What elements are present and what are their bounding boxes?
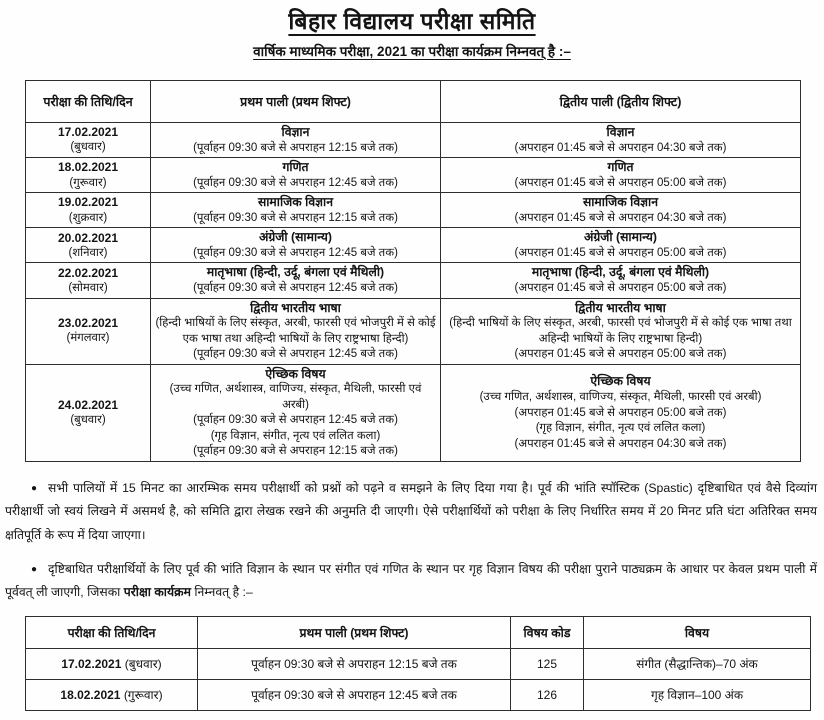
exam-time: (पूर्वाहन 09:30 बजे से अपराहन 12:45 बजे तक) — [193, 176, 398, 189]
date-cell — [26, 193, 151, 228]
col-header-subject-code: विषय कोड — [511, 616, 584, 648]
subject-note: (हिन्दी भाषियों के लिए संस्कृत, अरबी, फारसी एवं भोजपुरी में से कोई एक भाषा तथा अहिन्दी भाषियों के लिए राष्ट्रभाषा हिन्दी) — [449, 317, 792, 345]
blind-candidates-note — [5, 558, 817, 605]
exam-time: (पूर्वाहन 09:30 बजे से अपराहन 12:15 बजे तक) — [193, 211, 398, 224]
exam-date: 22.02.2021 — [57, 265, 119, 280]
exam-date: 18.02.2021 — [60, 688, 121, 703]
schedule-header-row — [26, 81, 801, 123]
exam-schedule-table — [25, 80, 801, 462]
table-row — [26, 193, 801, 228]
exam-time: (अपराहन 01:45 बजे से अपराहन 05:00 बजे तक) — [514, 348, 727, 361]
subject-name: ऐच्छिक विषय — [265, 366, 326, 381]
subject-name: ऐच्छिक विषय — [590, 374, 651, 389]
subject-code-cell: 126 — [511, 679, 584, 710]
exam-day: (गुरूवार) — [69, 176, 107, 189]
exam-time: (अपराहन 01:45 बजे से अपराहन 04:30 बजे तक) — [514, 211, 727, 224]
exam-day: (बुधवार) — [70, 414, 106, 427]
date-cell — [26, 648, 198, 679]
shift1-cell — [151, 158, 441, 193]
exam-day: (बुधवार) — [70, 141, 106, 154]
note-bold-phrase: परीक्षा कार्यक्रम — [123, 585, 191, 600]
date-cell — [26, 679, 198, 710]
shift1-cell — [151, 364, 441, 461]
shift1-cell — [151, 193, 441, 228]
exam-date: 20.02.2021 — [57, 230, 119, 245]
exam-time: (अपराहन 01:45 बजे से अपराहन 04:30 बजे तक) — [514, 437, 727, 450]
col-header-date: परीक्षा की तिथि/दिन — [26, 81, 151, 123]
exam-time: (पूर्वाहन 09:30 बजे से अपराहन 12:45 बजे तक) — [193, 282, 398, 295]
exam-time: (अपराहन 01:45 बजे से अपराहन 04:30 बजे तक) — [514, 141, 727, 154]
date-cell — [26, 263, 151, 298]
table-row — [26, 158, 801, 193]
shift2-cell — [441, 123, 801, 158]
exam-time: (अपराहन 01:45 बजे से अपराहन 05:00 बजे तक) — [514, 282, 727, 295]
date-cell — [26, 298, 151, 364]
shift2-cell — [441, 364, 801, 461]
shift1-cell — [151, 123, 441, 158]
exam-day: (सोमवार) — [68, 281, 108, 294]
table-row — [26, 228, 801, 263]
subject-note: (उच्च गणित, अर्थशास्त्र, वाणिज्य, संस्कृत, मैथिली, फारसी एवं अरबी) — [479, 391, 762, 404]
table-row — [26, 364, 801, 461]
exam-date: 17.02.2021 — [61, 657, 122, 672]
exam-time: (अपराहन 01:45 बजे से अपराहन 05:00 बजे तक) — [514, 246, 727, 259]
exam-time: (पूर्वाहन 09:30 बजे से अपराहन 12:15 बजे तक) — [193, 141, 398, 154]
shift2-cell — [441, 228, 801, 263]
subject-name: विज्ञान — [281, 125, 310, 139]
blind-note-text-before: दृष्टिबाधित परीक्षार्थियों के लिए पूर्व की भांति विज्ञान के स्थान पर संगीत एवं गणित के स्थान पर गृह विज्ञान विषय की परीक्षा पुराने पाठ्यक्रम के आधार पर केवल प्रथम पाली में पूर्ववत् ली जाएगी, जिसका — [5, 561, 817, 600]
date-cell — [26, 123, 151, 158]
date-cell — [26, 158, 151, 193]
exam-date: 19.02.2021 — [57, 195, 119, 210]
date-cell — [26, 364, 151, 461]
exam-time: (पूर्वाहन 09:30 बजे से अपराहन 12:45 बजे तक) — [193, 348, 398, 361]
subject-name: सामाजिक विज्ञान — [582, 195, 659, 210]
bullet-icon: ● — [31, 482, 38, 494]
bullet-icon: ● — [31, 563, 38, 575]
page-title: बिहार विद्यालय परीक्षा समिति — [288, 8, 536, 34]
shift2-cell — [441, 298, 801, 364]
subject-note: (हिन्दी भाषियों के लिए संस्कृत, अरबी, फारसी एवं भोजपुरी में से कोई एक भाषा तथा अहिन्दी भाषियों के लिए राष्ट्रभाषा हिन्दी) — [155, 317, 436, 345]
exam-date: 18.02.2021 — [57, 160, 119, 175]
subject-name: द्वितीय भारतीय भाषा — [575, 300, 666, 315]
exam-time: (पूर्वाहन 09:30 बजे से अपराहन 12:45 बजे तक) — [193, 246, 398, 259]
subject-note: (गृह विज्ञान, संगीत, नृत्य एवं ललित कला) — [535, 422, 706, 435]
subject-name: द्वितीय भारतीय भाषा — [250, 300, 341, 315]
exam-day: (शनिवार) — [68, 246, 108, 259]
table-row — [26, 263, 801, 298]
col-header-subject: विषय — [584, 616, 811, 648]
blind-header-row — [26, 616, 811, 648]
subject-code-cell: 125 — [511, 648, 584, 679]
blind-schedule-table — [25, 616, 811, 711]
col-header-shift2: द्वितीय पाली (द्वितीय शिफ्ट) — [441, 81, 801, 123]
subject-name: मातृभाषा (हिन्दी, उर्दू, बंगला एवं मैथिली) — [531, 265, 710, 280]
subject-note: (गृह विज्ञान, संगीत, नृत्य एवं ललित कला) — [210, 429, 381, 442]
col-header-shift1: प्रथम पाली (प्रथम शिफ्ट) — [198, 616, 511, 648]
notes-section — [5, 477, 817, 605]
subject-name: विज्ञान — [606, 125, 635, 139]
col-header-shift1: प्रथम पाली (प्रथम शिफ्ट) — [151, 81, 441, 123]
subject-cell: गृह विज्ञान–100 अंक — [584, 679, 811, 710]
subject-name: सामाजिक विज्ञान — [257, 195, 334, 210]
page-subtitle: वार्षिक माध्यमिक परीक्षा, 2021 का परीक्षा कार्यक्रम निम्नवत् है :– — [253, 44, 571, 59]
exam-day: (मंगलवार) — [66, 332, 110, 345]
shift2-cell — [441, 263, 801, 298]
exam-day: (बुधवार) — [124, 657, 162, 672]
general-note-text: सभी पालियों में 15 मिनट का आरम्भिक समय परीक्षार्थी को प्रश्नों को पढ़ने व समझने के लिए दिया गया है। पूर्व की भांति स्पॉस्टिक (Spastic) दृष्टिबाधित एवं वैसे दिव्यांग परीक्षार्थी जो स्वयं लिखने में असमर्थ है, को समिति द्वारा लेखक रखने की अनुमति दी जाएगी। ऐसे परीक्षार्थियों को परीक्षा के लिए निर्धारित समय में 20 मिनट प्रति घंटा अतिरिक्त समय क्षतिपूर्ति के रूप में दिया जाएगा। — [5, 480, 817, 542]
subject-name: अंग्रेजी (सामान्य) — [583, 230, 658, 245]
subject-cell: संगीत (सैद्धान्तिक)–70 अंक — [584, 648, 811, 679]
date-cell — [26, 228, 151, 263]
table-row — [26, 123, 801, 158]
subject-name: गणित — [607, 160, 634, 175]
exam-date: 17.02.2021 — [57, 125, 119, 140]
table-row — [26, 648, 811, 679]
shift2-cell — [441, 193, 801, 228]
shift1-cell — [151, 298, 441, 364]
subject-name: मातृभाषा (हिन्दी, उर्दू, बंगला एवं मैथिली) — [206, 265, 385, 280]
shift1-cell — [151, 263, 441, 298]
exam-time-cell: पूर्वाहन 09:30 बजे से अपराहन 12:45 बजे तक — [198, 679, 511, 710]
shift2-cell — [441, 158, 801, 193]
exam-time: (अपराहन 01:45 बजे से अपराहन 05:00 बजे तक) — [514, 406, 727, 419]
exam-day: (गुरूवार) — [123, 688, 163, 703]
shift1-cell — [151, 228, 441, 263]
general-note — [5, 477, 817, 547]
exam-time: (अपराहन 01:45 बजे से अपराहन 05:00 बजे तक) — [514, 176, 727, 189]
blind-note-text-after: निम्नवत् है :– — [190, 585, 253, 600]
exam-time: (पूर्वाहन 09:30 बजे से अपराहन 12:15 बजे तक) — [193, 445, 398, 458]
exam-day: (शुक्रवार) — [68, 211, 108, 224]
col-header-date: परीक्षा की तिथि/दिन — [26, 616, 198, 648]
subject-name: अंग्रेजी (सामान्य) — [258, 230, 333, 245]
subject-name: गणित — [282, 160, 309, 175]
subject-note: (उच्च गणित, अर्थशास्त्र, वाणिज्य, संस्कृत, मैथिली, फारसी एवं अरबी) — [169, 383, 422, 411]
exam-date: 24.02.2021 — [57, 397, 119, 412]
table-row — [26, 298, 801, 364]
exam-time: (पूर्वाहन 09:30 बजे से अपराहन 12:45 बजे तक) — [193, 414, 398, 427]
exam-time-cell: पूर्वाहन 09:30 बजे से अपराहन 12:15 बजे तक — [198, 648, 511, 679]
exam-date: 23.02.2021 — [57, 316, 119, 331]
table-row — [26, 679, 811, 710]
